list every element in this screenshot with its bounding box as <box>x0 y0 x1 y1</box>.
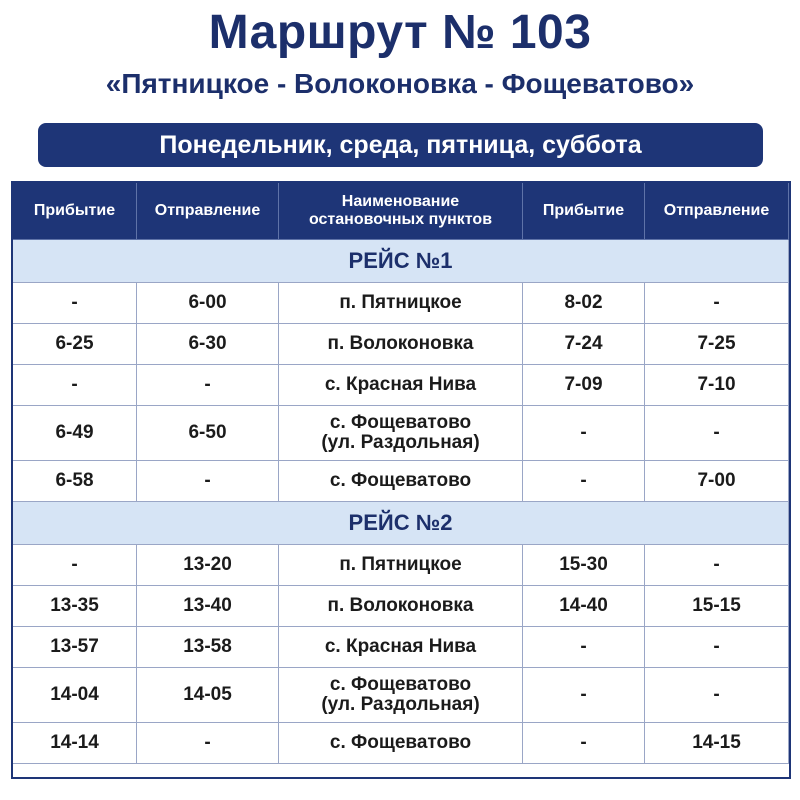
arrival-cell: 13-57 <box>13 627 137 668</box>
departure-return-cell: - <box>645 668 789 723</box>
column-header-stops <box>279 183 523 240</box>
departure-cell: 6-00 <box>137 283 279 324</box>
departure-return-cell: 15-15 <box>645 586 789 627</box>
departure-return-cell: - <box>645 627 789 668</box>
arrival-return-cell: - <box>523 723 645 764</box>
stop-name: п. Волоконовка <box>327 595 474 616</box>
arrival-cell: 6-58 <box>13 461 137 502</box>
stop-name: с. Фощеватово <box>329 470 472 491</box>
schedule-body <box>13 240 789 764</box>
column-header-departure: Отправление <box>137 183 279 240</box>
table-header-row <box>13 183 789 240</box>
arrival-cell: - <box>13 545 137 586</box>
table-row <box>13 586 789 627</box>
table-row <box>13 545 789 586</box>
arrival-return-cell: 8-02 <box>523 283 645 324</box>
column-header-arrival: Прибытие <box>13 183 137 240</box>
stop-name: п. Пятницкое <box>339 292 462 313</box>
stop-name-cell <box>279 668 523 723</box>
arrival-cell: 14-14 <box>13 723 137 764</box>
departure-return-cell: - <box>645 283 789 324</box>
table-row <box>13 627 789 668</box>
stop-name-cell <box>279 723 523 764</box>
operating-days-banner <box>38 123 763 167</box>
table-row <box>13 365 789 406</box>
arrival-cell: - <box>13 283 137 324</box>
stop-name: с. Фощеватово <box>329 412 472 433</box>
trip-title: РЕЙС №1 <box>13 240 789 283</box>
trip-header-row <box>13 502 789 545</box>
departure-return-cell: 7-25 <box>645 324 789 365</box>
departure-cell: - <box>137 461 279 502</box>
stop-name-cell <box>279 283 523 324</box>
departure-return-cell: 14-15 <box>645 723 789 764</box>
table-row <box>13 723 789 764</box>
stop-name-cell <box>279 627 523 668</box>
column-header-stops-line1: Наименование <box>341 193 460 210</box>
arrival-return-cell: 7-24 <box>523 324 645 365</box>
departure-return-cell: - <box>645 406 789 461</box>
table-row <box>13 461 789 502</box>
departure-cell: 6-50 <box>137 406 279 461</box>
stop-name: с. Фощеватово <box>329 732 472 753</box>
column-header-departure-return: Отправление <box>645 183 789 240</box>
arrival-return-cell: - <box>523 461 645 502</box>
arrival-cell: 6-25 <box>13 324 137 365</box>
arrival-return-cell: 14-40 <box>523 586 645 627</box>
stop-name: с. Красная Нива <box>324 374 477 395</box>
departure-return-cell: 7-10 <box>645 365 789 406</box>
stop-name-cell <box>279 545 523 586</box>
page-title: Маршрут № 103 <box>208 6 592 59</box>
arrival-return-cell: - <box>523 627 645 668</box>
trip-title: РЕЙС №2 <box>13 502 789 545</box>
departure-cell: - <box>137 723 279 764</box>
table-row <box>13 406 789 461</box>
column-header-stops-line2: остановочных пунктов <box>308 211 493 228</box>
stop-name-cell <box>279 406 523 461</box>
departure-cell: - <box>137 365 279 406</box>
arrival-cell: - <box>13 365 137 406</box>
table-row <box>13 283 789 324</box>
arrival-return-cell: - <box>523 406 645 461</box>
stop-name-cell <box>279 586 523 627</box>
arrival-return-cell: - <box>523 668 645 723</box>
route-subtitle: «Пятницкое - Волоконовка - Фощеватово» <box>105 68 695 99</box>
stop-name: п. Пятницкое <box>339 554 462 575</box>
table-row <box>13 668 789 723</box>
departure-cell: 6-30 <box>137 324 279 365</box>
operating-days-label: Понедельник, среда, пятница, суббота <box>159 130 642 159</box>
stop-street: (ул. Раздольная) <box>321 694 480 715</box>
departure-cell: 13-40 <box>137 586 279 627</box>
departure-cell: 14-05 <box>137 668 279 723</box>
stop-name: с. Красная Нива <box>324 636 477 657</box>
schedule-table <box>12 182 789 764</box>
departure-return-cell: - <box>645 545 789 586</box>
stop-name-cell <box>279 461 523 502</box>
departure-cell: 13-58 <box>137 627 279 668</box>
stop-name-cell <box>279 365 523 406</box>
column-header-arrival-return: Прибытие <box>523 183 645 240</box>
departure-return-cell: 7-00 <box>645 461 789 502</box>
stop-street: (ул. Раздольная) <box>321 432 480 453</box>
table-row <box>13 324 789 365</box>
stop-name: п. Волоконовка <box>327 333 474 354</box>
arrival-cell: 6-49 <box>13 406 137 461</box>
trip-header-row <box>13 240 789 283</box>
stop-name-cell <box>279 324 523 365</box>
stop-name: с. Фощеватово <box>329 674 472 695</box>
arrival-return-cell: 7-09 <box>523 365 645 406</box>
departure-cell: 13-20 <box>137 545 279 586</box>
arrival-cell: 13-35 <box>13 586 137 627</box>
arrival-cell: 14-04 <box>13 668 137 723</box>
arrival-return-cell: 15-30 <box>523 545 645 586</box>
